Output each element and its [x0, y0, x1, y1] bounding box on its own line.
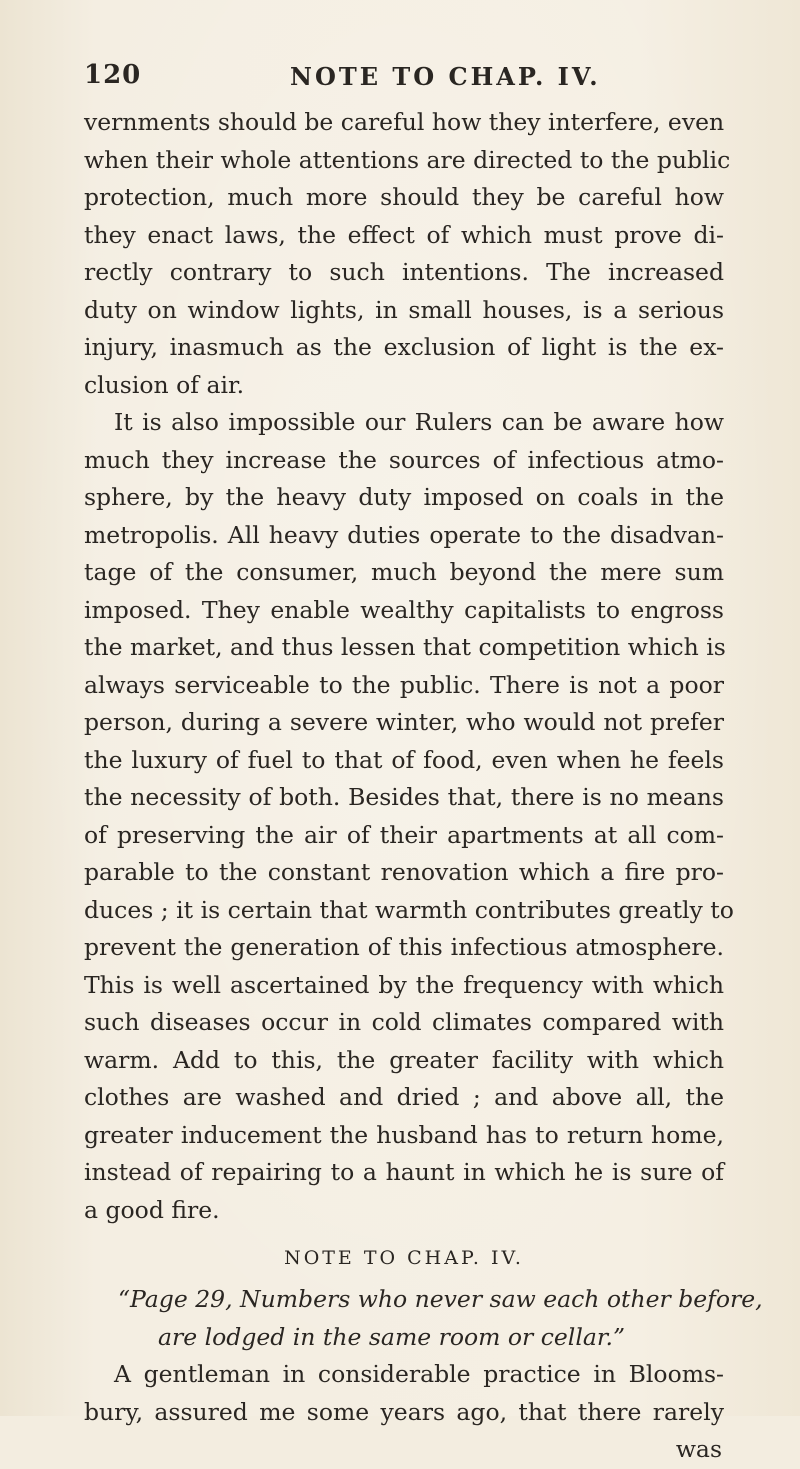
text-line: warm. Add to this, the greater facility with which — [84, 1045, 724, 1074]
text-line: clusion of air. — [84, 370, 245, 399]
text-line: duty on window lights, in small houses, is a serious — [84, 295, 724, 324]
text-line: tage of the consumer, much beyond the mere sum — [84, 558, 724, 586]
text-line: injury, inasmuch as the exclusion of light is the ex- — [84, 333, 724, 361]
text-line: imposed. They enable wealthy capitalists to engross — [84, 595, 724, 624]
text-line: metropolis. All heavy duties operate to the disadvan- — [84, 520, 724, 549]
paragraph-2 — [84, 404, 734, 1229]
text-line: It is also impossible our Rulers can be aware how — [114, 408, 724, 436]
page-number: 120 — [84, 60, 142, 90]
text-line: vernments should be careful how they interfere, even — [84, 108, 725, 136]
text-line: much they increase the sources of infectious atmo- — [84, 445, 724, 474]
text-line: clothes are washed and dried ; and above all, the — [84, 1083, 724, 1111]
text-line: rectly contrary to such intentions. The increased — [84, 258, 724, 286]
text-line: sphere, by the heavy duty imposed on coals in the — [84, 483, 724, 511]
text-line: greater inducement the husband has to return home, — [84, 1120, 724, 1149]
text-line: A gentleman in considerable practice in Blooms- — [114, 1360, 724, 1388]
text-line: This is well ascertained by the frequency with which — [84, 970, 724, 999]
text-line: person, during a severe winter, who would not prefer — [84, 708, 724, 736]
text-line: of preserving the air of their apartments at all com- — [84, 820, 724, 849]
text-line: the necessity of both. Besides that, there is no means — [84, 783, 724, 811]
text-line: protection, much more should they be careful how — [84, 183, 724, 211]
text-line: bury, assured me some years ago, that there rarely — [84, 1397, 724, 1426]
text-line: duces ; it is certain that warmth contributes greatly to — [84, 895, 734, 924]
page-header — [84, 60, 724, 100]
quoted-passage — [84, 1281, 763, 1356]
text-line: the market, and thus lessen that competition which is — [84, 633, 726, 661]
text-line: the luxury of fuel to that of food, even when he feels — [84, 745, 724, 774]
paragraph-1 — [84, 104, 731, 404]
catchword: was — [675, 1435, 722, 1463]
text-line: parable to the constant renovation which a fire pro- — [84, 858, 724, 886]
text-line: a good fire. — [84, 1195, 220, 1224]
text-line: always serviceable to the public. There is not a poor — [84, 670, 724, 699]
section-heading: NOTE TO CHAP. IV. — [284, 1247, 524, 1269]
quote-line: “Page 29, Numbers who never saw each other before, — [118, 1285, 763, 1313]
text-line: instead of repairing to a haunt in which he is sure of — [84, 1158, 724, 1186]
quote-line: are lodged in the same room or cellar.” — [158, 1322, 625, 1351]
text-line: such diseases occur in cold climates compared with — [84, 1008, 724, 1036]
body-text — [84, 104, 763, 1469]
text-line: when their whole attentions are directed to the public — [84, 145, 731, 174]
paragraph-3 — [84, 1356, 724, 1431]
text-line: prevent the generation of this infectious atmosphere. — [84, 933, 724, 961]
text-line: they enact laws, the effect of which must prove di- — [84, 220, 724, 249]
running-head: NOTE TO CHAP. IV. — [290, 62, 601, 91]
